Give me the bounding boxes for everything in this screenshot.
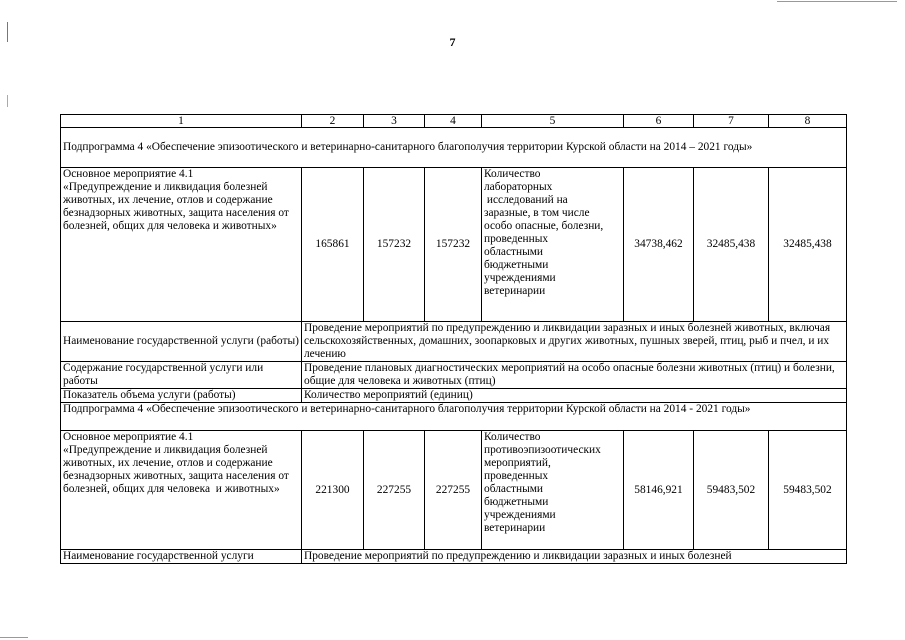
indicator-value: Количество мероприятий (единиц) [302, 389, 847, 403]
indicator-label: Показатель объема услуги (работы) [61, 389, 302, 403]
subprogram-title: Подпрограмма 4 «Обеспечение эпизоотического и ветеринарно-санитарного благополучия территории Курской области на 2014 – 2021 годы» [61, 128, 847, 168]
subprogram-row [61, 403, 847, 431]
service-name-label: Наименование государственной услуги [61, 550, 302, 564]
column-number: 2 [302, 115, 364, 128]
column-number: 7 [694, 115, 769, 128]
value-cell: 58146,921 [624, 431, 694, 550]
service-content-label: Содержание государственной услуги или работы [61, 362, 302, 389]
column-number: 6 [624, 115, 694, 128]
value-cell: 32485,438 [769, 168, 847, 322]
indicator-description: Количество противоэпизоотических мероприятий, проведенных областными бюджетными учреждениями ветеринарии [482, 431, 624, 550]
column-number: 8 [769, 115, 847, 128]
bottom-rule [0, 637, 28, 638]
value-cell: 32485,438 [694, 168, 769, 322]
service-name-label: Наименование государственной услуги (работы) [61, 322, 302, 362]
subprogram-row [61, 128, 847, 168]
value-cell: 34738,462 [624, 168, 694, 322]
value-cell: 165861 [302, 168, 364, 322]
value-cell: 59483,502 [769, 431, 847, 550]
service-content-value: Проведение плановых диагностических мероприятий на особо опасные болезни животных (птиц) и болезни, общие для человека и животных (птиц) [302, 362, 847, 389]
value-cell: 227255 [364, 431, 425, 550]
service-name-row [61, 322, 847, 362]
measure-row [61, 168, 847, 322]
value-cell: 157232 [425, 168, 482, 322]
value-cell: 221300 [302, 431, 364, 550]
page-number: 7 [449, 35, 456, 49]
left-margin-mark [7, 95, 8, 107]
service-content-row [61, 362, 847, 389]
subprogram-title: Подпрограмма 4 «Обеспечение эпизоотического и ветеринарно-санитарного благополучия территории Курской области на 2014 - 2021 годы» [61, 403, 847, 431]
top-rule [777, 1, 897, 2]
service-name-row [61, 550, 847, 564]
column-number: 4 [425, 115, 482, 128]
service-name-value: Проведение мероприятий по предупреждению и ликвидации заразных и иных болезней [302, 550, 847, 564]
measure-title: Основное мероприятие 4.1 «Предупреждение и ликвидация болезней животных, их лечение, отлов и содержание безнадзорных животных, защита населения от болезней, общих для человека и животных» [61, 431, 302, 550]
value-cell: 227255 [425, 431, 482, 550]
indicator-row [61, 389, 847, 403]
column-number: 5 [482, 115, 624, 128]
measure-row [61, 431, 847, 550]
program-table [60, 114, 847, 564]
indicator-description: Количество лабораторных исследований на заразные, в том числе особо опасные, болезни, проведенных областными бюджетными учреждениями ветеринарии [482, 168, 624, 322]
service-name-value: Проведение мероприятий по предупреждению и ликвидации заразных и иных болезней животных, включая сельскохозяйственных, домашних, зоопарковых и других животных, пушных зверей, птиц, рыб и пчел, и их лечению [302, 322, 847, 362]
value-cell: 157232 [364, 168, 425, 322]
measure-title: Основное мероприятие 4.1 «Предупреждение и ликвидация болезней животных, их лечение, отлов и содержание безнадзорных животных, защита населения от болезней, общих для человека и животных» [61, 168, 302, 322]
column-number-row [61, 115, 847, 128]
value-cell: 59483,502 [694, 431, 769, 550]
column-number: 3 [364, 115, 425, 128]
column-number: 1 [61, 115, 302, 128]
